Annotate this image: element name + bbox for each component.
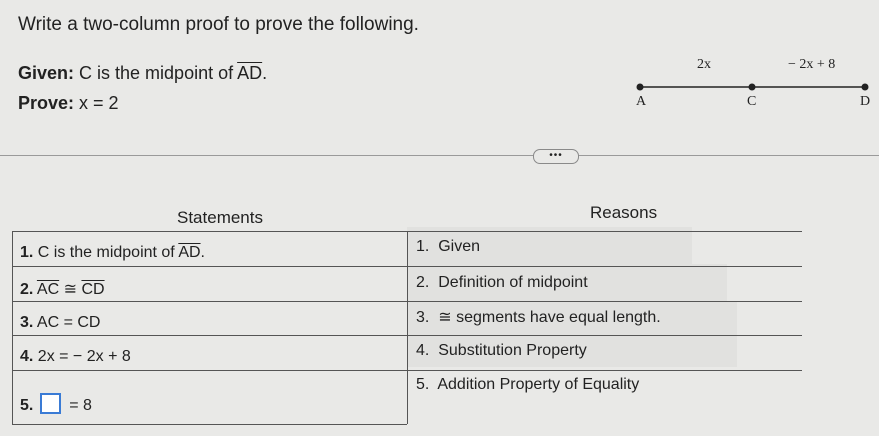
statement-2 <box>20 279 105 299</box>
statement-1-text: C is the midpoint of <box>37 244 175 261</box>
statement-4-text: 2x = − 2x + 8 <box>37 348 131 365</box>
left-border <box>12 231 13 424</box>
statement-2-segment-cd: $\overline{CD}$ <box>81 281 105 298</box>
statement-3 <box>20 314 100 332</box>
reason-3-num: 3. <box>416 309 430 326</box>
statement-3-text: AC = CD <box>36 314 101 331</box>
statement-1 <box>20 244 205 262</box>
point-a-label: A <box>636 94 647 109</box>
reason-1-text: Given <box>438 238 481 255</box>
reason-5-num: 5. <box>416 376 430 393</box>
statement-4 <box>20 348 131 366</box>
given-text: C is the midpoint of <box>79 63 234 83</box>
instruction-text: Write a two-column proof to prove the following. <box>18 14 419 35</box>
given-statement <box>18 63 267 84</box>
reason-4 <box>416 342 587 360</box>
point-d-label: D <box>860 94 871 109</box>
reason-5-text: Addition Property of Equality <box>437 376 640 393</box>
statement-2-num: 2. <box>20 281 34 298</box>
statement-1-segment: $\overline{AD}$ <box>178 244 201 261</box>
point-c-dot <box>749 84 756 91</box>
reason-2-num: 2. <box>416 274 430 291</box>
statement-5-num: 5. <box>20 397 34 414</box>
answer-input-box[interactable] <box>40 393 61 414</box>
statement-3-num: 3. <box>20 314 34 331</box>
column-divider <box>407 231 408 424</box>
reason-4-num: 4. <box>416 342 430 359</box>
given-segment: $\overline{AD}$ <box>237 63 263 83</box>
reason-3-text: ≅ segments have equal length. <box>438 309 661 326</box>
point-a-dot <box>637 84 644 91</box>
prove-label: Prove: <box>18 93 75 113</box>
given-label: Given: <box>18 63 75 83</box>
given-period: . <box>262 63 268 83</box>
row-divider-5 <box>12 424 407 425</box>
proof-table <box>12 200 802 432</box>
prove-text: x = 2 <box>79 93 119 113</box>
section-divider <box>0 155 879 156</box>
reason-2-text: Definition of midpoint <box>438 274 588 291</box>
point-c-label: C <box>747 94 757 109</box>
statement-1-period: . <box>200 244 205 261</box>
reason-2 <box>416 274 588 292</box>
reason-1-num: 1. <box>416 238 430 255</box>
segment-diagram <box>630 54 875 114</box>
statement-5-text: = 8 <box>69 397 92 414</box>
statement-1-num: 1. <box>20 244 34 261</box>
statement-4-num: 4. <box>20 348 34 365</box>
point-d-dot <box>862 84 869 91</box>
expand-more-button[interactable]: ••• <box>533 149 579 164</box>
statement-2-congruent: ≅ <box>63 281 77 298</box>
statement-2-segment-ac: $\overline{AC}$ <box>36 281 60 298</box>
statement-5 <box>20 393 92 415</box>
reason-5 <box>416 376 639 394</box>
header-reasons: Reasons <box>590 203 658 222</box>
label-ac-length: 2x <box>697 57 711 72</box>
reason-1 <box>416 238 480 256</box>
header-statements: Statements <box>177 208 263 227</box>
label-cd-length: − 2x + 8 <box>788 57 836 72</box>
prove-statement <box>18 93 119 114</box>
reason-3 <box>416 307 661 327</box>
reason-4-text: Substitution Property <box>438 342 587 359</box>
